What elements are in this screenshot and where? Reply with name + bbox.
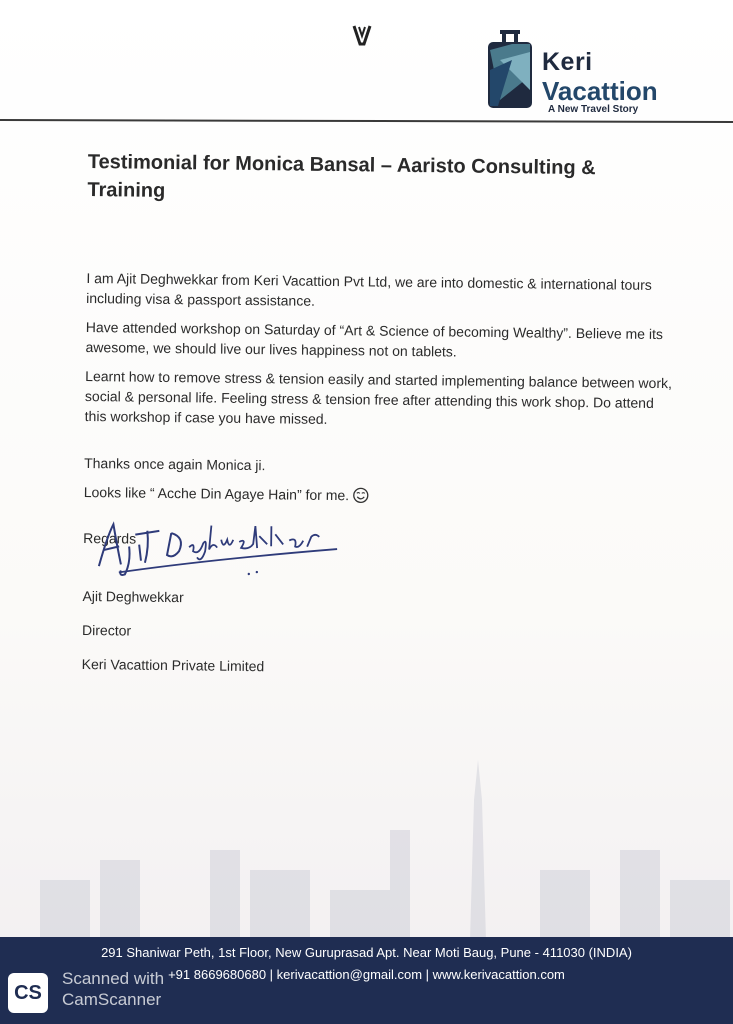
paragraph-thanks: Thanks once again Monica ji. <box>84 454 266 474</box>
signer-name: Ajit Deghwekkar <box>82 587 184 606</box>
watermark-line1: Scanned with <box>62 969 165 988</box>
smiley-emoji-icon <box>353 487 369 503</box>
letter-body <box>82 148 678 681</box>
paragraph-closing-line <box>84 482 674 509</box>
skyline-watermark <box>0 760 733 940</box>
logo-tagline: A New Travel Story <box>548 104 639 115</box>
signer-company: Keri Vacattion Private Limited <box>81 655 265 675</box>
top-mark-icon <box>350 24 374 46</box>
paragraph-learnings: Learnt how to remove stress & tension easily and started implementing balance between work, social & personal life. Feeling stress & tension free after attending this work shop. Do attend this workshop if case you have missed. <box>84 367 673 427</box>
company-logo <box>486 30 696 120</box>
letter-title: Testimonial for Monica Bansal – Aaristo Consulting & Training <box>87 150 596 202</box>
footer-contact: +91 8669680680 | kerivacattion@gmail.com | www.kerivacattion.com <box>168 967 565 982</box>
signature-block <box>82 528 674 681</box>
signer-title: Director <box>82 621 132 639</box>
suitcase-logo-icon <box>486 30 534 112</box>
camscanner-logo-icon: CS <box>8 973 48 1013</box>
footer-address: 291 Shaniwar Peth, 1st Floor, New Guruprasad Apt. Near Moti Baug, Pune - 411030 (INDIA) <box>101 945 632 960</box>
closing-regards: Regards <box>83 529 137 547</box>
logo-line2: Vacattion <box>542 76 658 106</box>
paragraph-intro: I am Ajit Deghwekkar from Keri Vacattion Pvt Ltd, we are into domestic & international tours including visa & passport assistance. <box>86 269 652 309</box>
closing-line-text: Looks like “ Acche Din Agaye Hain” for me. <box>83 483 350 504</box>
paragraph-workshop: Have attended workshop on Saturday of “Art & Science of becoming Wealthy”. Believe me its awesome, we should live our lives happiness not on tablets. <box>85 318 664 360</box>
watermark-line2: CamScanner <box>62 990 162 1009</box>
logo-line1: Keri <box>542 48 593 76</box>
camscanner-watermark <box>62 968 164 1010</box>
handwritten-signature <box>89 516 350 581</box>
